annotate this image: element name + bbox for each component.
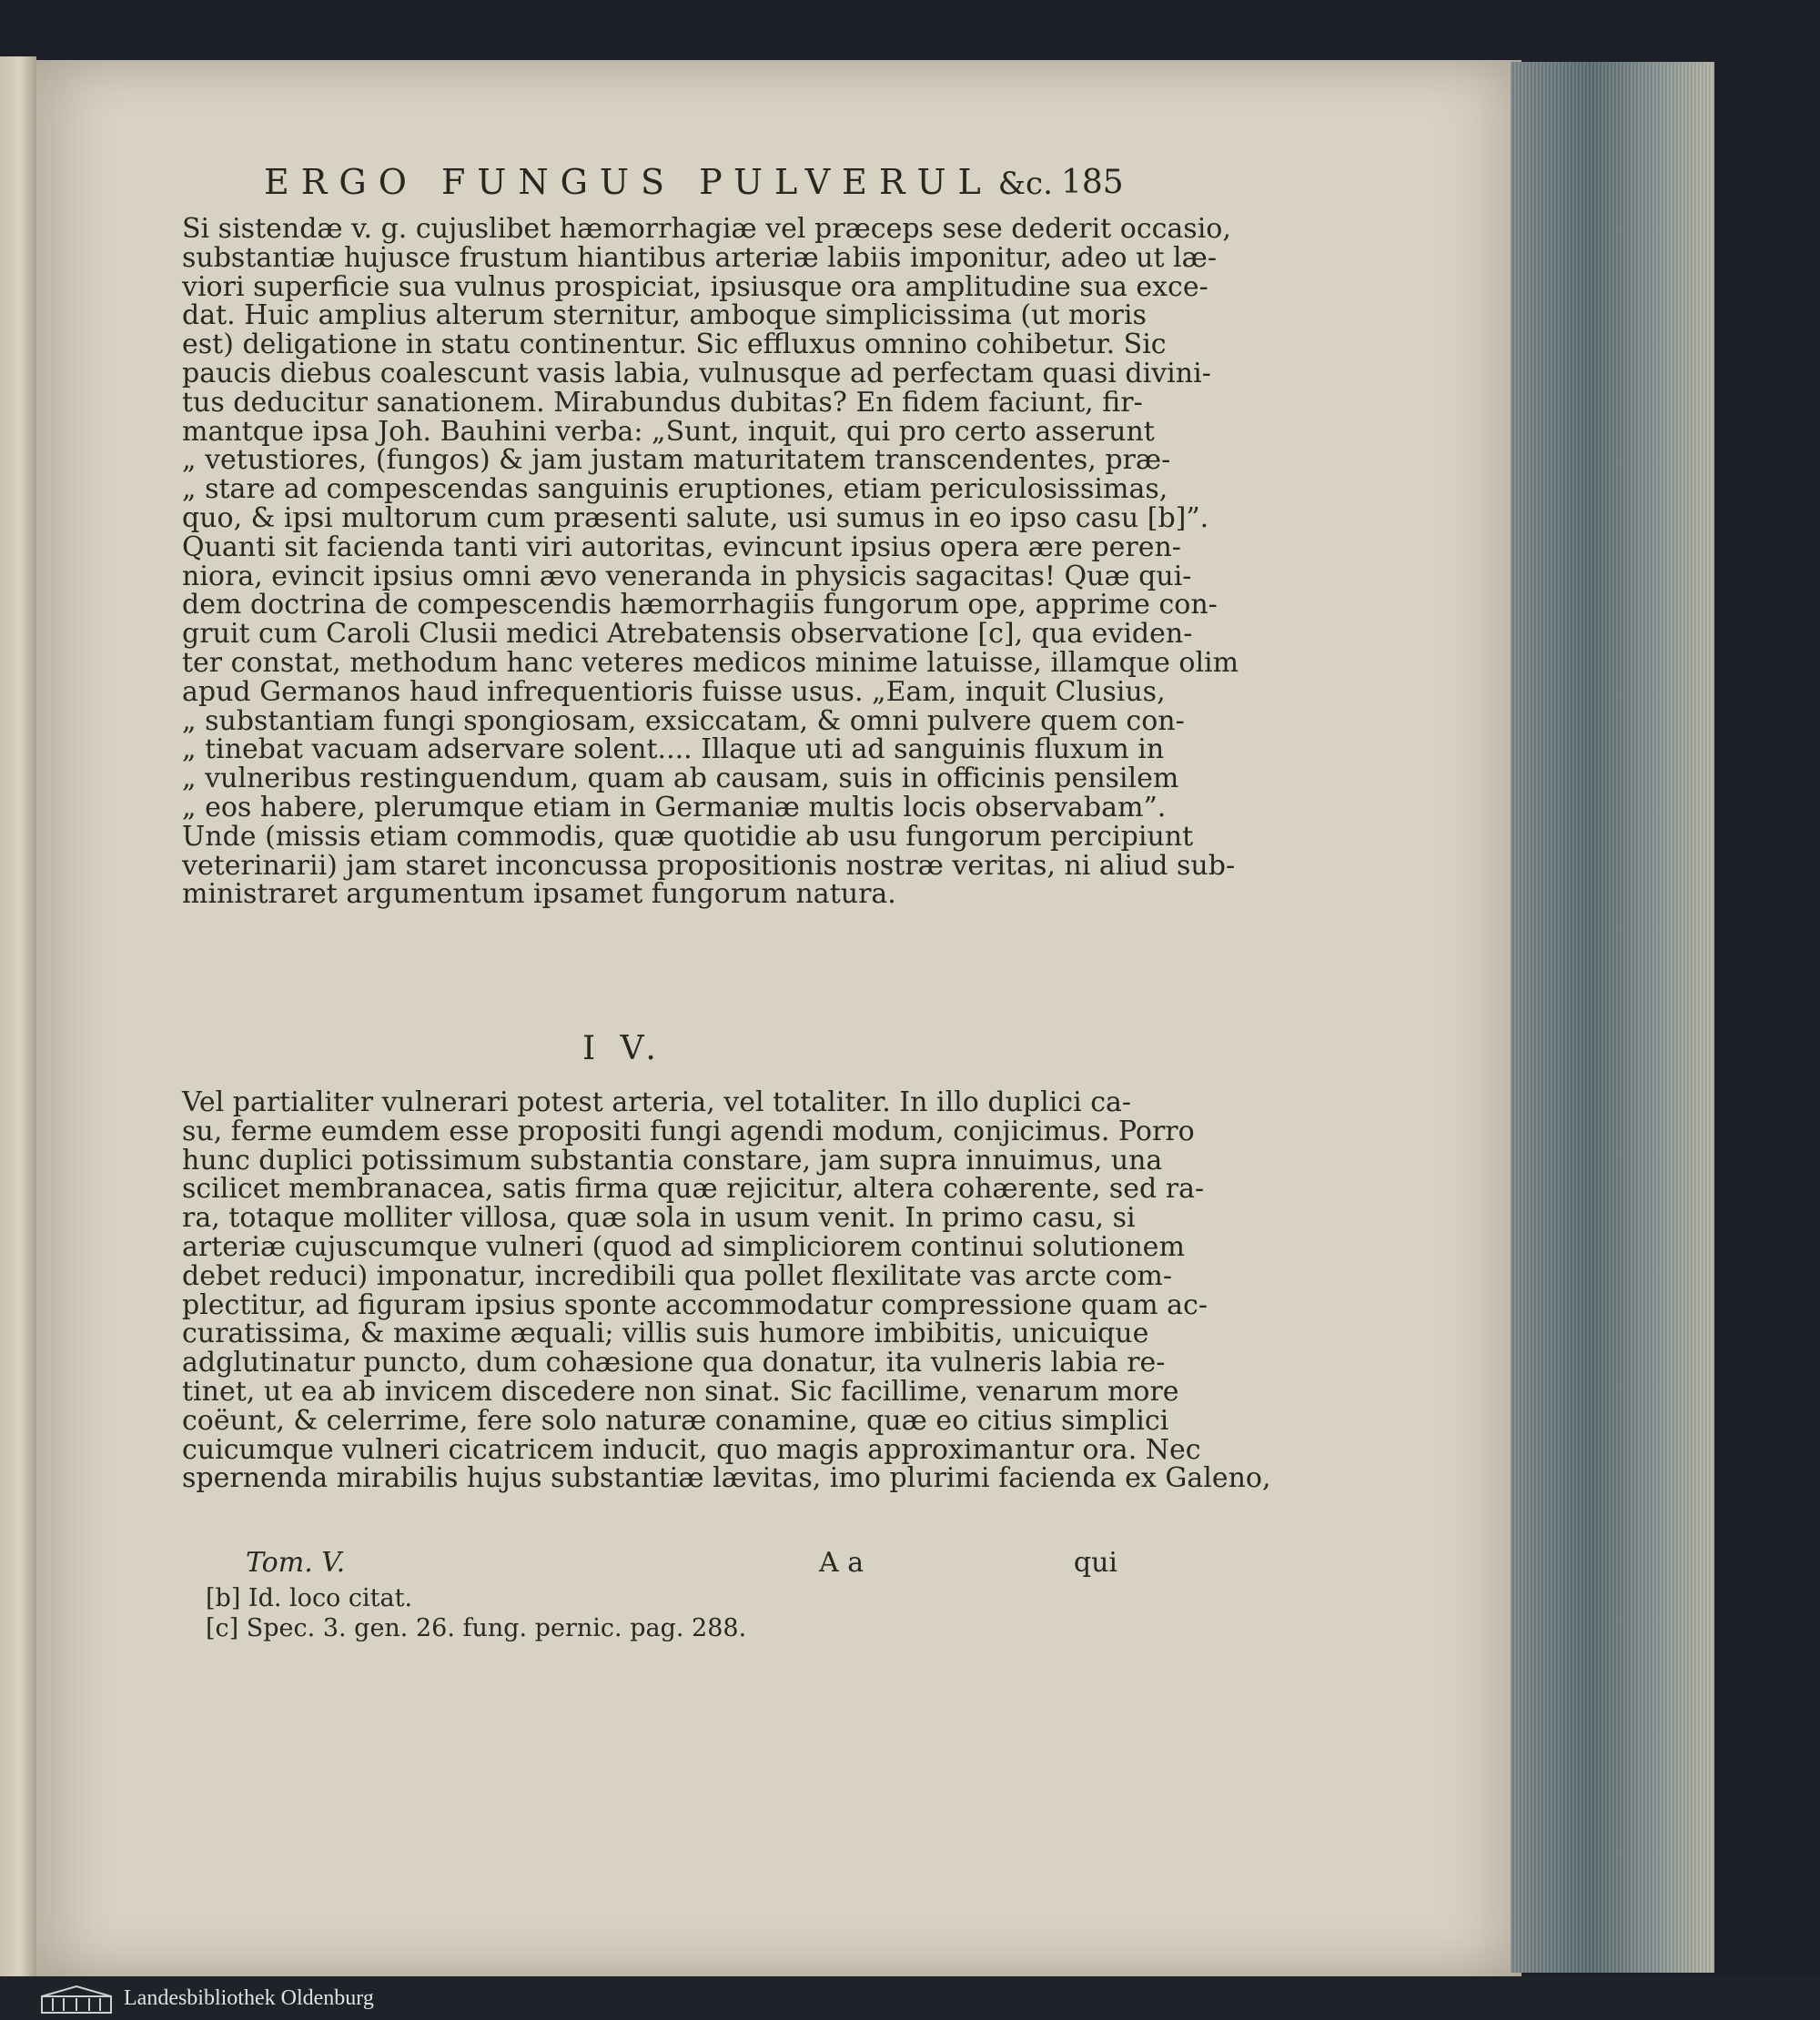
text-line: paucis diebus coalescunt vasis labia, vulnusque ad perfectam quasi divini- <box>182 357 1211 389</box>
text-line: dem doctrina de compescendis hæmorrhagiis fungorum ope, apprime con- <box>182 589 1218 621</box>
text-line: est) deligatione in statu continentur. Sic effluxus omnino cohibetur. Sic <box>182 328 1167 361</box>
running-head <box>264 162 1138 213</box>
text-line: ter constat, methodum hanc veteres medicos minime latuisse, illamque olim <box>182 646 1239 679</box>
text-line: Quanti sit facienda tanti viri autoritas, evincunt ipsius opera ære peren- <box>182 530 1181 563</box>
text-line: „ vetustiores, (fungos) & jam justam maturitatem transcendentes, præ- <box>182 444 1171 477</box>
text-line: „ substantiam fungi spongiosam, exsiccatam, & omni pulvere quem con- <box>182 704 1185 737</box>
text-line: „ eos habere, plerumque etiam in Germaniæ multis locis observabam”. <box>182 791 1167 823</box>
catchword: qui <box>1073 1547 1117 1579</box>
page-block-fore-edge <box>1511 62 1714 1973</box>
left-page-edge <box>0 56 36 1976</box>
text-line: quo, & ipsi multorum cum præsenti salute, usi sumus in eo ipso casu [b]”. <box>182 501 1209 534</box>
text-line: niora, evincit ipsius omni ævo veneranda in physicis sagacitas! Quæ qui- <box>182 560 1192 592</box>
text-line: viori superficie sua vulnus prospiciat, ipsiusque ora amplitudine sua exce- <box>182 270 1208 303</box>
text-line: curatissima, & maxime æquali; villis suis humore imbibitis, unicuique <box>182 1318 1149 1350</box>
text-line: spernenda mirabilis hujus substantiæ lævitas, imo plurimi facienda ex Galeno, <box>182 1462 1271 1495</box>
text-line: apud Germanos haud infrequentioris fuisse usus. „Eam, inquit Clusius, <box>182 675 1166 708</box>
text-line: su, ferme eumdem esse propositi fungi agendi modum, conjicimus. Porro <box>182 1115 1195 1147</box>
text-line: Vel partialiter vulnerari potest arteria, vel totaliter. In illo duplici ca- <box>182 1086 1132 1118</box>
footnote-b: [b] Id. loco citat. <box>206 1584 413 1612</box>
text-line: coëunt, & celerrime, fere solo naturæ conamine, quæ eo citius simplici <box>182 1404 1169 1437</box>
text-line: adglutinatur puncto, dum cohæsione qua donatur, ita vulneris labia re- <box>182 1347 1166 1379</box>
right-margin-dark <box>1714 62 1820 1976</box>
text-line: dat. Huic amplius alterum sternitur, amboque simplicissima (ut moris <box>182 299 1147 332</box>
footnotes <box>206 1583 843 1656</box>
paragraph-1 <box>182 213 1239 911</box>
signature-line <box>182 1547 1128 1580</box>
text-line: gruit cum Caroli Clusii medici Atrebatensis observatione [c], qua eviden- <box>182 618 1193 651</box>
running-head-etc: &c. <box>997 166 1053 202</box>
text-line: „ stare ad compescendas sanguinis eruptiones, etiam periculosissimas, <box>182 473 1168 506</box>
text-line: tinet, ut ea ab invicem discedere non sinat. Sic facillime, venarum more <box>182 1375 1179 1408</box>
text-line: scilicet membranacea, satis firma quæ rejicitur, altera cohærente, sed ra- <box>182 1173 1205 1206</box>
text-line: substantiæ hujusce frustum hiantibus arteriæ labiis imponitur, adeo ut læ- <box>182 241 1217 274</box>
text-line: plectitur, ad figuram ipsius sponte accommodatur compressione quam ac- <box>182 1288 1208 1321</box>
text-line: debet reduci) imponatur, incredibili qua pollet flexilitate vas arcte com- <box>182 1259 1172 1292</box>
text-line: tus deducitur sanationem. Mirabundus dubitas? En fidem faciunt, fir- <box>182 386 1143 419</box>
text-line: ra, totaque molliter villosa, quæ sola in usum venit. In primo casu, si <box>182 1202 1136 1235</box>
text-line: Si sistendæ v. g. cujuslibet hæmorrhagiæ vel præceps sese dederit occasio, <box>182 213 1231 245</box>
running-head-text: ERGO FUNGUS PULVERUL <box>264 162 993 202</box>
library-name: Landesbibliothek Oldenburg <box>124 1986 374 2010</box>
gathering-signature: A a <box>819 1547 864 1579</box>
footnote-c: [c] Spec. 3. gen. 26. fung. pernic. pag. 288. <box>206 1614 747 1642</box>
text-line: veterinarii) jam staret inconcussa propositionis nostræ veritas, ni aliud sub- <box>182 849 1236 882</box>
text-line: Unde (missis etiam commodis, quæ quotidie ab usu fungorum percipiunt <box>182 820 1194 853</box>
page-number: 185 <box>1061 164 1124 201</box>
text-line: mantque ipsa Joh. Bauhini verba: „Sunt, inquit, qui pro certo asserunt <box>182 415 1155 448</box>
section-heading: I V. <box>582 1030 663 1067</box>
text-line: arteriæ cujuscumque vulneri (quod ad simpliciorem continui solutionem <box>182 1230 1185 1263</box>
library-building-icon <box>40 1984 113 2015</box>
text-line: cuicumque vulneri cicatricem inducit, quo magis approximantur ora. Nec <box>182 1433 1201 1466</box>
text-line: „ vulneribus restinguendum, quam ab causam, suis in officinis pensilem <box>182 763 1179 795</box>
text-line: ministraret argumentum ipsamet fungorum natura. <box>182 878 896 911</box>
text-line: „ tinebat vacuam adservare solent.... Illaque uti ad sanguinis fluxum in <box>182 733 1165 766</box>
text-line: hunc duplici potissimum substantia constare, jam supra innuimus, una <box>182 1144 1163 1177</box>
volume-signature: Tom. V. <box>246 1547 346 1579</box>
paragraph-2 <box>182 1086 1271 1495</box>
